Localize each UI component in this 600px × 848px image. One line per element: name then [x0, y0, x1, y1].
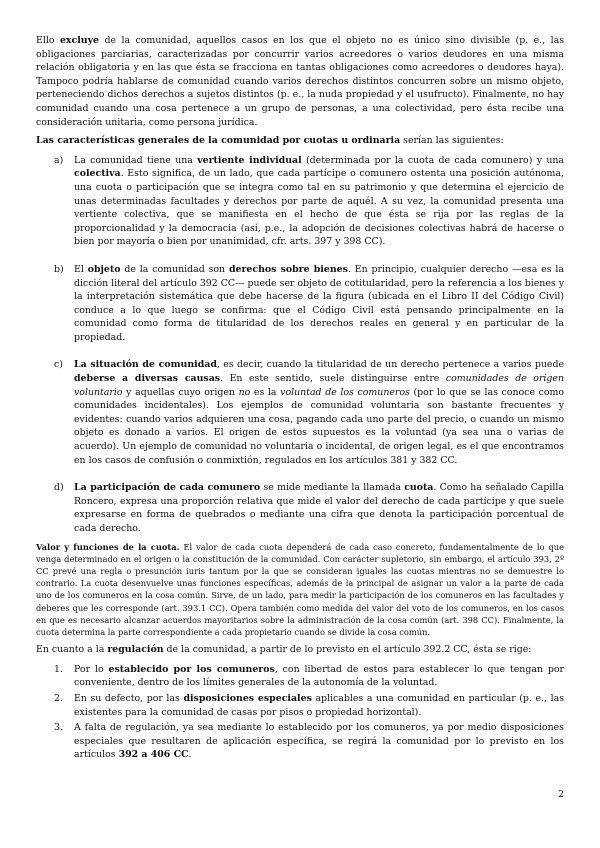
list-marker: b): [54, 263, 64, 275]
list-item: 3. A falta de regulación, ya sea mediante lo establecido por los comuneros, ya por medio disposiciones especiales que resultaren de aplicación específica, se regirá la comunidad por lo previsto en los artículos 392 a 406 CC.: [54, 722, 564, 761]
list-marker: 2.: [54, 693, 63, 704]
list-item: d) La participación de cada comunero se mide mediante la llamada cuota. Como ha señalado Capilla Roncero, expresa una proporción relativa que mide el valor del derecho de cada partícipe y que suele expresarse en forma de quebrados o mediante una cifra que denota la participación porcentual de cada derecho.: [54, 482, 564, 534]
list-marker: c): [54, 359, 63, 371]
list-marker: d): [54, 482, 64, 494]
list-marker: 1.: [54, 663, 63, 675]
intro-paragraph: Ello excluye de la comunidad, aquellos casos en los que el objeto no es único sino divisible (p. e., las obligaciones parciarias, caracterizadas por concurrir varios acreedores o varios deudores en una misma relación obligatoria y en las que ésta se fracciona en tantas obligaciones como acreedores o deudores haya). Tampoco podría hablarse de comunidad cuando varios derechos distintos concurren sobre un mismo objeto, perteneciendo dichos derechos a sujetos distintos (p. e., la nuda propiedad y el usufructo). Finalmente, no hay comunidad cuando una cosa pertenece a un grupo de personas, a una colectividad, pero ésta recibe una consideración unitaria, como persona jurídica.: [36, 35, 565, 128]
list-item: a) La comunidad tiene una vertiente individual (determinada por la cuota de cada comunero) y una colectiva. Esto significa, de un lado, que cada partícipe o comunero ostenta una posición autónoma, una cuota o participación que se integra como tal en su patrimonio y que determina el ejercicio de unas determinadas facultades y derechos por parte de aquél. A su vez, la comunidad presenta una vertiente colectiva, que se manifiesta en el hecho de que ésta se rija por las reglas de la proporcionalidad y la democracia (así, p.e., la adopción de decisiones colectivas habrá de hacerse o bien por mayoría o bien por unanimidad, cfr. arts. 397 y 398 CC).: [54, 154, 564, 248]
characteristics-list: [36, 154, 564, 536]
characteristics-lead: Las características generales de la comunidad por cuotas u ordinaria serían las siguientes:: [36, 135, 504, 147]
quota-paragraph: Valor y funciones de la cuota. El valor de cada cuota dependerá de cada caso concreto, fundamentalmente de lo que venga determinado en el origen o la constitución de la comunidad. Con carácter supletorio, sin embargo, el artículo 393, 2º CC prevé una regla o presunción iuris tantum por la que se consideran iguales las cuotas mientras no se demuestre lo contrario. La cuota desenvuelve unas funciones específicas, además de la principal de asignar un valor a la parte de cada uno de los comuneros en la cosa común. Sirve, de un lado, para medir la participación de los comuneros en las facultades y deberes que les corresponde (art. 393.1 CC). Opera también como medida del valor del voto de los comuneros, en los casos en que es necesario alcanzar acuerdos mayoritarios sobre la administración de la cosa común (art. 398 CC). Finalmente, la cuota determina la parte correspondiente a cada propietario cuando se divide la cosa común.: [36, 541, 564, 638]
page-number: 2: [558, 790, 564, 800]
regulation-lead: En cuanto a la regulación de la comunidad, a partir de lo previsto en el artículo 392.2 CC, ésta se rige:: [36, 644, 532, 656]
document-page: [36, 34, 564, 762]
list-marker: 3.: [54, 722, 63, 734]
list-item: 2. En su defecto, por las disposiciones especiales aplicables a una comunidad en particular (p. e., las existentes para la comunidad de casas por pisos o propiedad horizontal).: [54, 693, 565, 718]
regulation-list: [36, 663, 564, 762]
list-marker: a): [54, 154, 64, 166]
list-item: c) La situación de comunidad, es decir, cuando la titularidad de un derecho pertenece a varios puede deberse a diversas causas. En este sentido, suele distinguirse entre comunidades de origen voluntario y aquellas cuyo origen no es la voluntad de los comuneros (por lo que se las conoce como comunidades incidentales). Los ejemplos de comunidad voluntaria son bastante frecuentes y evidentes: cuando varios adquieren una cosa, pagando cada uno parte del precio, o cuando un mismo objeto es donado a varios. El origen de estos supuestos es la voluntad (ya sea una o varias de acuerdo). Un ejemplo de comunidad no voluntaria o incidental, de origen legal, es el que encontramos en los casos de confusión o conmixtión, regulados en los artículos 381 y 382 CC.: [54, 359, 565, 466]
list-item: 1. Por lo establecido por los comuneros, con libertad de estos para establecer lo que tengan por conveniente, dentro de los límites generales de la autonomía de la voluntad.: [54, 663, 565, 689]
list-item: b) El objeto de la comunidad son derechos sobre bienes. En principio, cualquier derecho —esa es la dicción literal del artículo 392 CC— puede ser objeto de cotitularidad, pero la referencia a los bienes y la interpretación sistemática que debe hacerse de la figura (ubicada en el Libro II del Código Civil) conduce a lo que luego se confirma: que el Código Civil está pensando principalmente en la comunidad como forma de titularidad de los derechos reales en general y en particular de la propiedad.: [54, 263, 565, 343]
